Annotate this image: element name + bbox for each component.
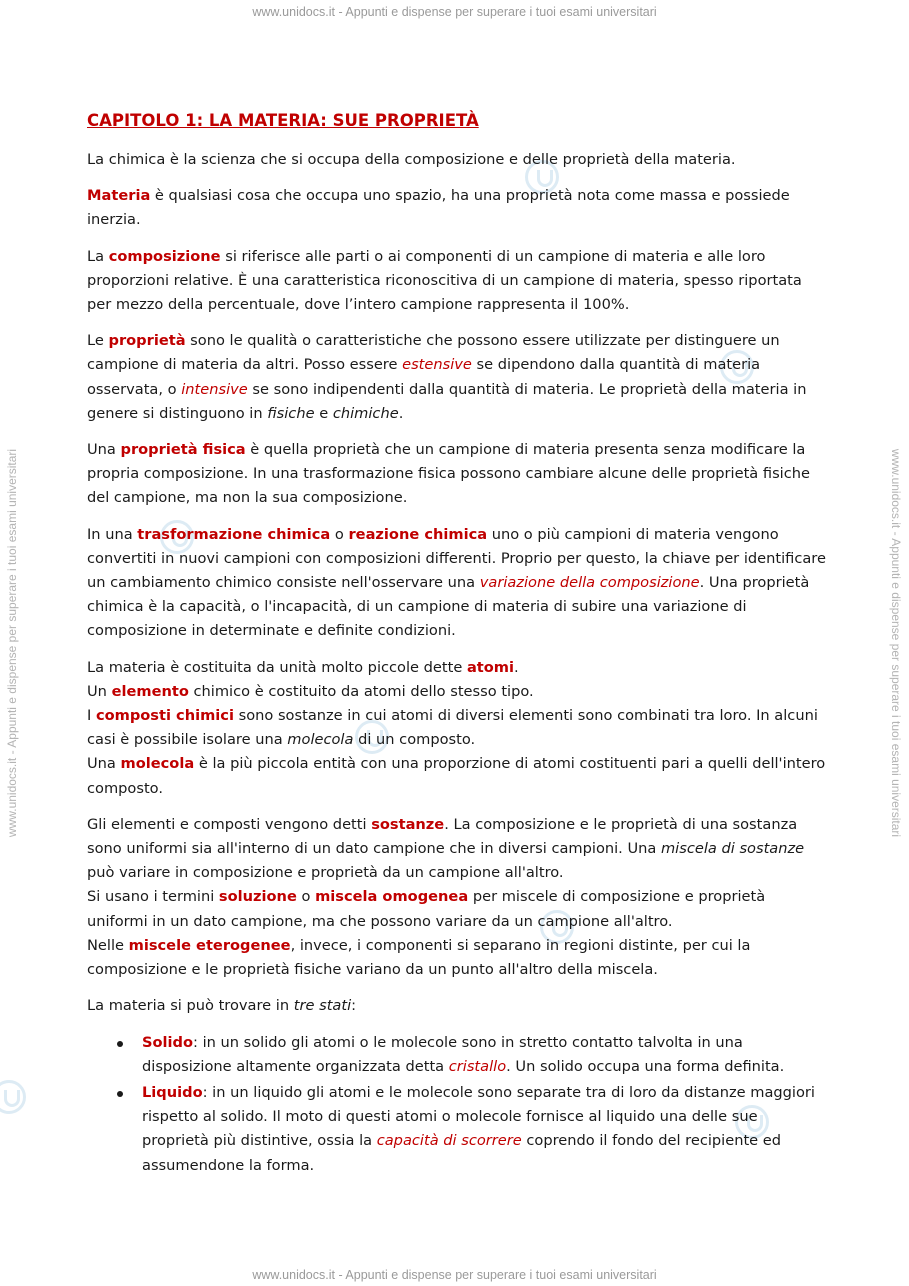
- emphasis-term: capacità di scorrere: [376, 1132, 522, 1150]
- emphasis-term: variazione della composizione: [479, 574, 700, 592]
- key-term: molecola: [120, 755, 195, 773]
- paragraph-materia: Materia è qualsiasi cosa che occupa uno spazio, ha una proprietà nota come massa e possiede inerzia.: [87, 187, 790, 229]
- watermark-left: www.unidocs.it - Appunti e dispense per superare i tuoi esami universitari: [5, 448, 19, 838]
- emphasis-term: cristallo: [448, 1057, 507, 1075]
- paragraph-stati: La materia si può trovare in tre stati:: [87, 997, 357, 1015]
- watermark-logo-icon: [0, 1080, 26, 1114]
- key-term: elemento: [111, 682, 189, 700]
- key-term: Solido: [142, 1033, 194, 1051]
- key-term: Materia: [87, 187, 151, 205]
- watermark-top: www.unidocs.it - Appunti e dispense per superare i tuoi esami universitari: [252, 5, 657, 19]
- paragraph-sostanze: Gli elementi e composti vengono detti sostanze. La composizione e le proprietà di una sostanza sono uniformi sia all'interno di un dato campione che in diversi campioni. Una miscela di sostanze può variare in composizione e proprietà da un campione all'altro. Si usano i termini soluzione o miscela omogenea per miscele di composizione e proprietà uniformi in un dato campione, ma che possono variare da un campione all'altro. Nelle miscele eterogenee, invece, i componenti si separano in regioni distinte, per cui la composizione e le proprietà fisiche variano da un punto all'altro della miscela.: [87, 815, 805, 979]
- paragraph-atomi: La materia è costituita da unità molto piccole dette atomi. Un elemento chimico è costituito da atomi dello stesso tipo. I composti chimici sono sostanze in cui atomi di diversi elementi sono combinati tra loro. In alcuni casi è possibile isolare una molecola di un composto. Una molecola è la più piccola entità con una proporzione di atomi costituenti pari a quelli dell'intero composto.: [87, 658, 826, 797]
- paragraph-composizione: La composizione si riferisce alle parti o ai componenti di un campione di materia e alle loro proporzioni relative. È una caratteristica riconoscitiva di un campione di materia, spesso riportata per mezzo della percentuale, dove l’intero campione rappresenta il 100%.: [87, 247, 802, 314]
- paragraph-trasformazione-chimica: In una trasformazione chimica o reazione chimica uno o più campioni di materia vengono convertiti in nuovi campioni con composizioni differenti. Proprio per questo, la chiave per identificare un cambiamento chimico consiste nell'osservare una variazione della composizione. Una proprietà chimica è la capacità, o l'incapacità, di un campione di materia di subire una variazione di composizione in determinate e definite condizioni.: [87, 525, 826, 640]
- watermark-bottom: www.unidocs.it - Appunti e dispense per superare i tuoi esami universitari: [252, 1268, 657, 1282]
- emphasis-term: estensive: [402, 356, 472, 374]
- states-list: [87, 1031, 827, 1178]
- key-term: composizione: [108, 247, 221, 265]
- paragraph-proprieta: Le proprietà sono le qualità o caratteristiche che possono essere utilizzate per distinguere un campione di materia da altri. Posso essere estensive se dipendono dalla quantità di materia osservata, o intensive se sono indipendenti dalla quantità di materia. Le proprietà della materia in genere si distinguono in fisiche e chimiche.: [87, 332, 807, 422]
- key-term: miscela omogenea: [315, 888, 469, 906]
- paragraph-proprieta-fisica: Una proprietà fisica è quella proprietà che un campione di materia presenta senza modificare la propria composizione. In una trasformazione fisica possono cambiare alcune delle proprietà fisiche del campione, ma non la sua composizione.: [87, 441, 810, 507]
- key-term: sostanze: [371, 815, 445, 833]
- list-item: Liquido: in un liquido gli atomi e le molecole sono separate tra di loro da distanze maggiori rispetto al solido. Il moto di questi atomi o molecole fornisce al liquido una delle sue proprietà più distintive, ossia la capacità di scorrere coprendo il fondo del recipiente ed assumendone la forma.: [142, 1081, 827, 1178]
- document-body: [87, 108, 827, 1180]
- key-term: composti chimici: [95, 707, 234, 725]
- key-term: atomi: [466, 658, 515, 676]
- key-term: proprietà fisica: [120, 441, 246, 459]
- key-term: Liquido: [142, 1083, 203, 1101]
- key-term: miscele eterogenee: [128, 936, 291, 954]
- chapter-title: CAPITOLO 1: LA MATERIA: SUE PROPRIETÀ: [87, 111, 479, 130]
- list-item: Solido: in un solido gli atomi o le molecole sono in stretto contatto talvolta in una disposizione altamente organizzata detta cristallo. Un solido occupa una forma definita.: [142, 1031, 827, 1079]
- key-term: soluzione: [218, 888, 297, 906]
- key-term: reazione chimica: [348, 525, 488, 543]
- key-term: proprietà: [108, 332, 186, 350]
- watermark-right: www.unidocs.it - Appunti e dispense per superare i tuoi esami universitari: [889, 448, 903, 838]
- emphasis-term: intensive: [181, 380, 248, 398]
- paragraph-intro: La chimica è la scienza che si occupa della composizione e delle proprietà della materia.: [87, 151, 736, 168]
- key-term: trasformazione chimica: [137, 525, 331, 543]
